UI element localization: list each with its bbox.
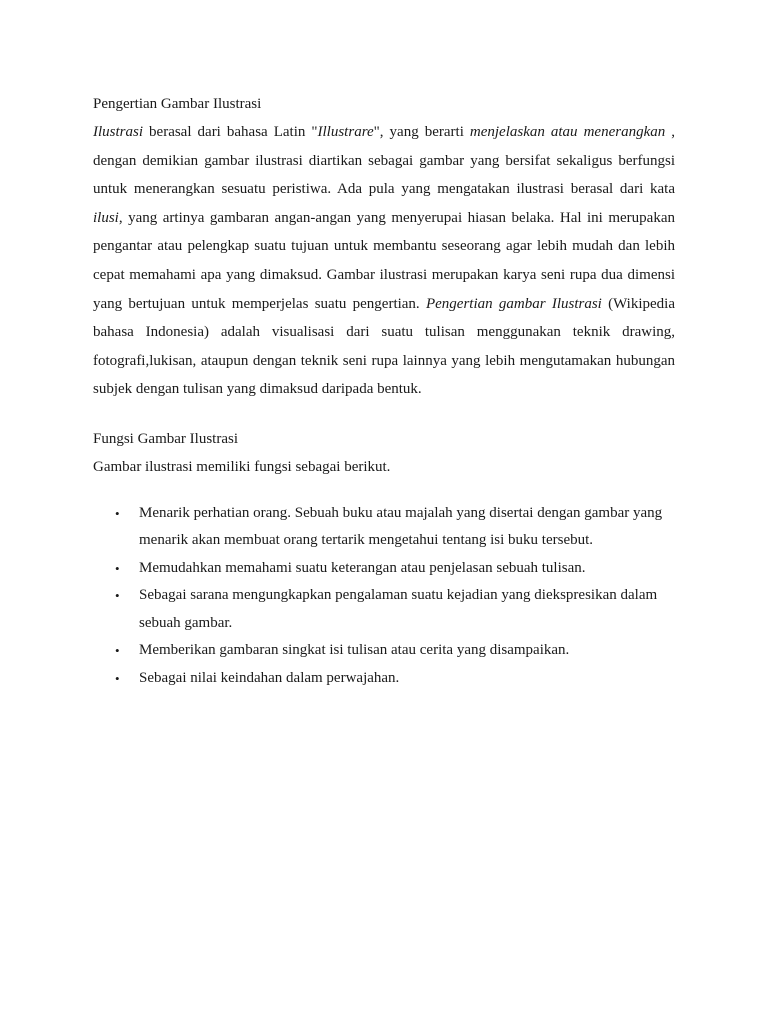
document-page [93, 90, 675, 692]
text-run: ", yang berarti [373, 124, 470, 140]
bullet-icon: • [115, 560, 120, 576]
term-pengertian: Pengertian gambar Ilustrasi [425, 295, 602, 312]
term-ilusi: ilusi [93, 209, 119, 226]
text-run: , dengan demikian gambar ilustrasi diartikan sebagai gambar yang bersifat sekaligus berfungsi untuk menerangkan sesuatu peristiwa. Ada pula yang mengatakan ilustrasi berasal dari kata [93, 124, 676, 198]
list-item [93, 500, 675, 555]
term-meaning: menjelaskan atau menerangkan [469, 124, 666, 140]
list-item-text: Memudahkan memahami suatu keterangan atau penjelasan sebuah tulisan. [139, 559, 586, 576]
spacer [93, 481, 675, 500]
definition-paragraph [93, 118, 675, 404]
list-item-text: Memberikan gambaran singkat isi tulisan atau cerita yang disampaikan. [139, 642, 570, 659]
bullet-icon: • [115, 670, 120, 686]
list-item [93, 582, 675, 637]
bullet-icon: • [115, 588, 120, 604]
bullet-icon: • [115, 643, 120, 659]
list-item [93, 665, 675, 693]
list-item-text: Sebagai nilai keindahan dalam perwajahan. [139, 669, 400, 686]
list-item-text: Sebagai sarana mengungkapkan pengalaman suatu kejadian yang diekspresikan dalam sebuah gambar. [139, 587, 658, 631]
section-title-pengertian: Pengertian Gambar Ilustrasi [93, 96, 262, 112]
text-run: berasal dari bahasa Latin " [143, 124, 318, 140]
text-run: , yang artinya gambaran angan-angan yang menyerupai hiasan belaka. Hal ini merupakan pengantar atau pelengkap suatu tujuan untuk membantu seseorang agar lebih mudah dan lebih cepat memahami apa yang dimaksud. Gambar ilustrasi merupakan karya seni rupa dua dimensi yang bertujuan untuk memperjelas suatu pengertian. [93, 209, 675, 312]
text-run: (Wikipedia bahasa Indonesia) adalah visualisasi dari suatu tulisan menggunakan teknik drawing, fotografi,lukisan, ataupun dengan teknik seni rupa lainnya yang lebih mengutamakan hubungan subjek dengan tulisan yang dimaksud daripada bentuk. [93, 295, 676, 398]
list-item [93, 637, 675, 665]
spacer [93, 404, 675, 425]
list-intro: Gambar ilustrasi memiliki fungsi sebagai berikut. [93, 458, 391, 475]
list-item-text: Menarik perhatian orang. Sebuah buku atau majalah yang disertai dengan gambar yang menarik akan membuat orang tertarik mengetahui tentang isi buku tersebut. [139, 504, 663, 549]
term-illustrare: Illustrare [317, 124, 374, 140]
bullet-icon: • [115, 505, 120, 521]
list-item [93, 555, 675, 583]
term-ilustrasi: Ilustrasi [93, 124, 144, 140]
section-title-fungsi: Fungsi Gambar Ilustrasi [93, 430, 238, 447]
function-list [93, 500, 675, 693]
